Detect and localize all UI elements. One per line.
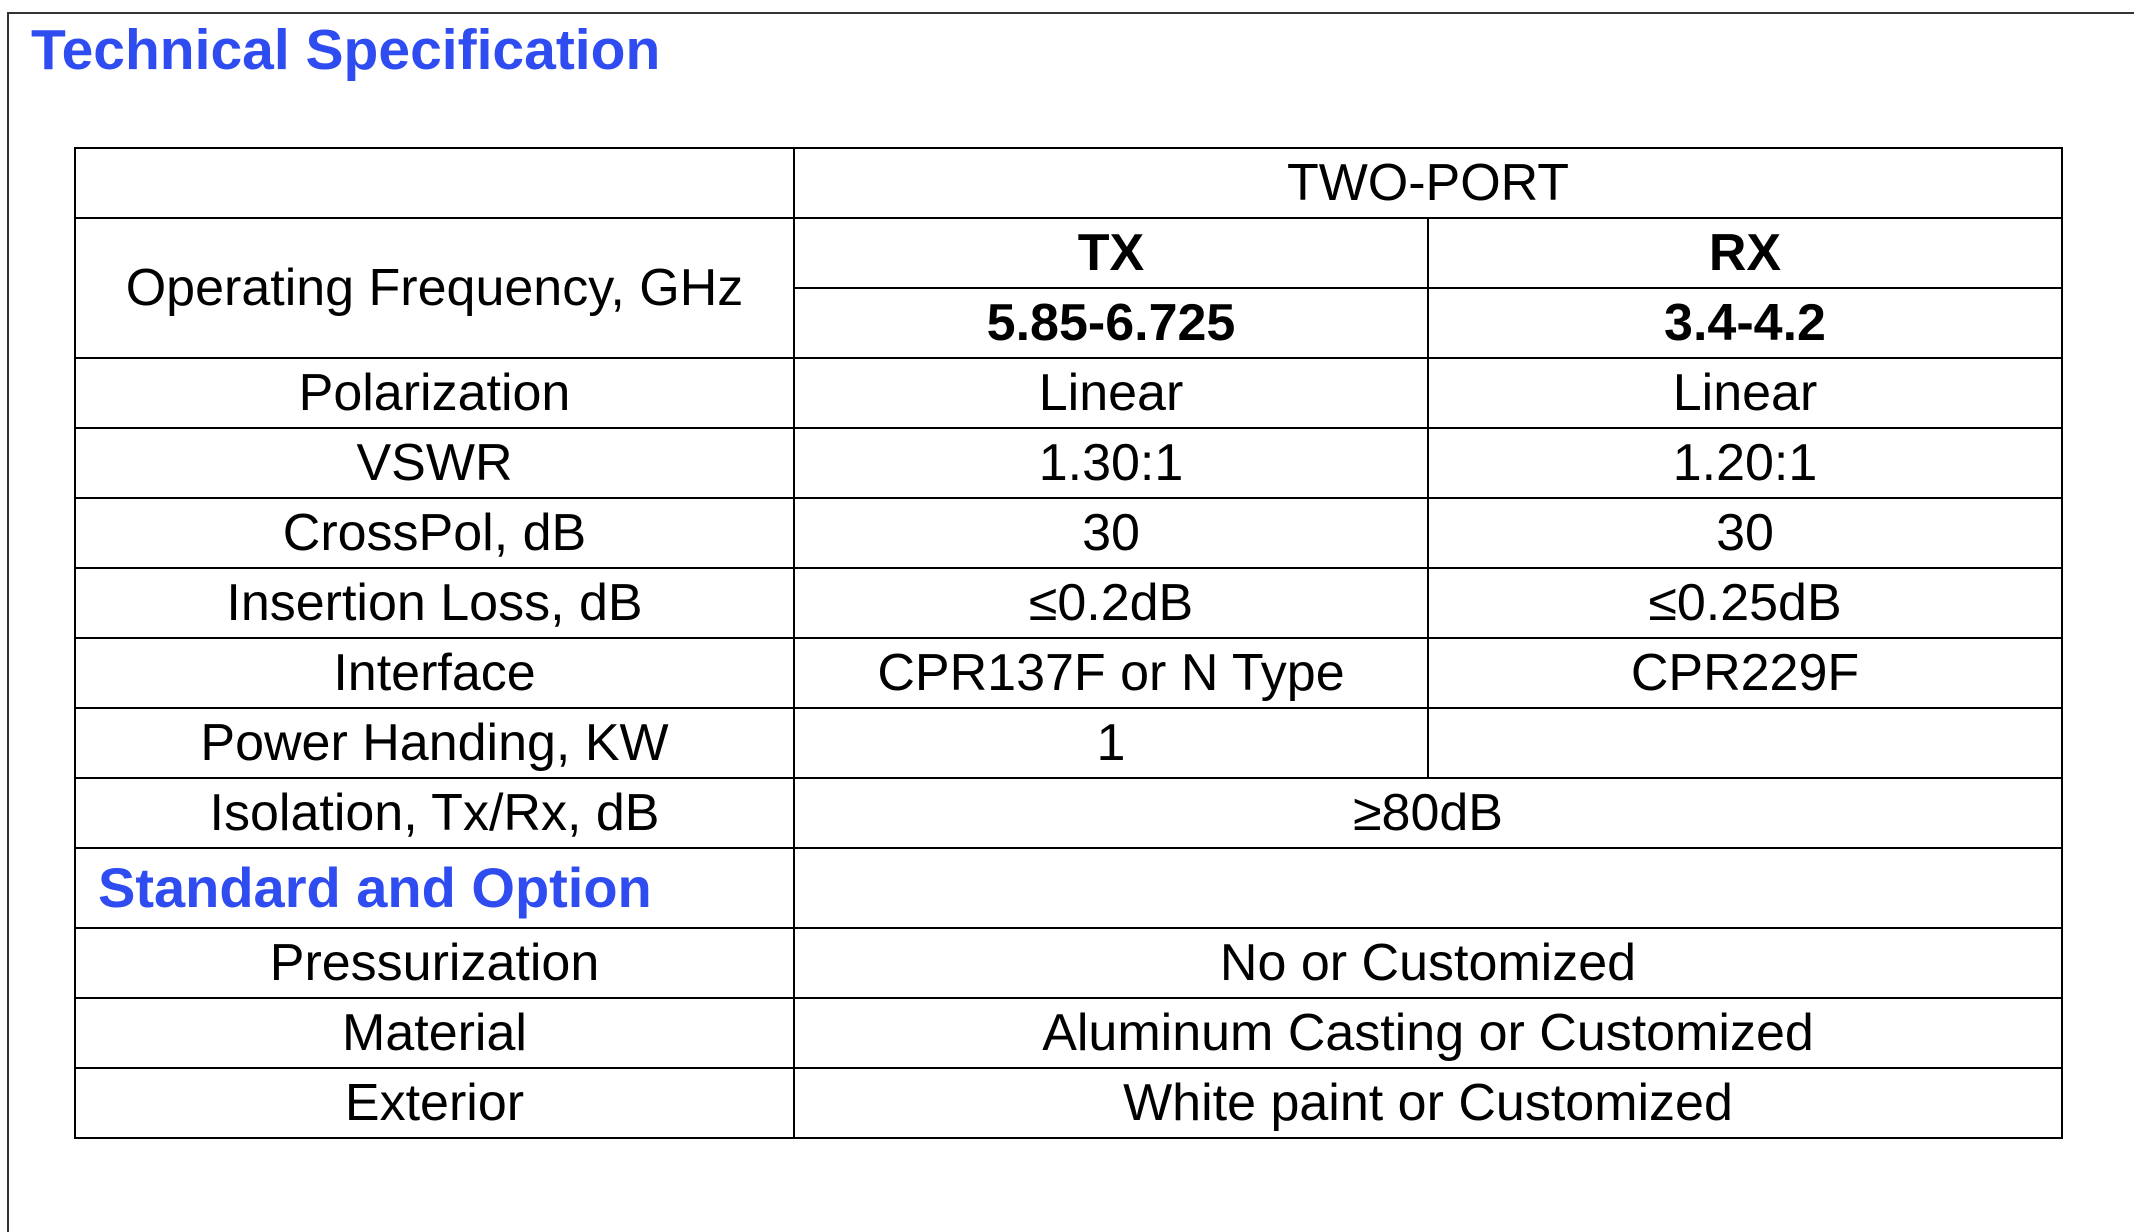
section-blank-cell [794,848,2062,928]
operating-frequency-label: Operating Frequency, GHz [75,218,794,358]
tx-cell: 1.30:1 [794,428,1428,498]
table-row [75,778,2062,848]
table-row [75,218,2062,288]
table-row [75,568,2062,638]
table-row [75,638,2062,708]
option-value: No or Customized [794,928,2062,998]
option-label: Material [75,998,794,1068]
tx-frequency-value: 5.85-6.725 [794,288,1428,358]
table-row [75,358,2062,428]
rx-frequency-value: 3.4-4.2 [1428,288,2062,358]
page-title: Technical Specification [31,18,661,82]
isolation-value: ≥80dB [794,778,2062,848]
rx-header: RX [1428,218,2062,288]
tx-cell: 1 [794,708,1428,778]
two-port-header: TWO-PORT [794,148,2062,218]
tx-cell: CPR137F or N Type [794,638,1428,708]
rx-cell: ≤0.25dB [1428,568,2062,638]
row-label: Power Handing, KW [75,708,794,778]
rx-cell: 1.20:1 [1428,428,2062,498]
table-row [75,1068,2062,1138]
tx-cell: Linear [794,358,1428,428]
option-value: White paint or Customized [794,1068,2062,1138]
rx-cell: Linear [1428,358,2062,428]
option-value: Aluminum Casting or Customized [794,998,2062,1068]
tx-cell: ≤0.2dB [794,568,1428,638]
row-label: Interface [75,638,794,708]
rx-cell [1428,708,2062,778]
rx-cell: 30 [1428,498,2062,568]
tx-cell: 30 [794,498,1428,568]
rx-cell: CPR229F [1428,638,2062,708]
table-row [75,848,2062,928]
isolation-label: Isolation, Tx/Rx, dB [75,778,794,848]
row-label: Polarization [75,358,794,428]
header-blank-cell [75,148,794,218]
row-label: VSWR [75,428,794,498]
option-label: Pressurization [75,928,794,998]
spec-table [74,147,2063,1139]
option-label: Exterior [75,1068,794,1138]
section-heading-standard-and-option: Standard and Option [75,848,794,928]
table-row [75,928,2062,998]
table-row [75,998,2062,1068]
table-row [75,708,2062,778]
row-label: Insertion Loss, dB [75,568,794,638]
table-row [75,148,2062,218]
tx-header: TX [794,218,1428,288]
table-row [75,428,2062,498]
table-row [75,498,2062,568]
row-label: CrossPol, dB [75,498,794,568]
